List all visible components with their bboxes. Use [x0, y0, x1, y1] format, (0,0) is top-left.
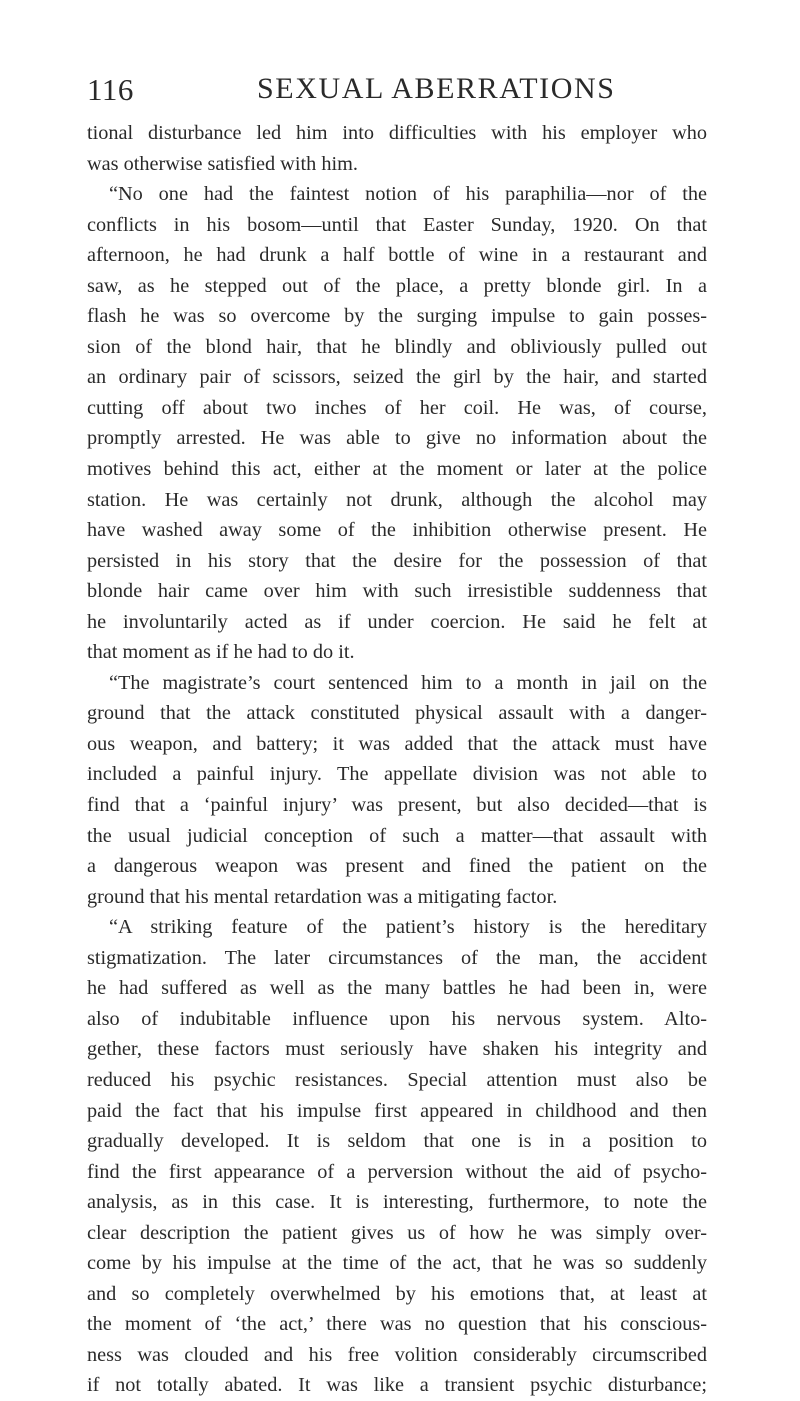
text-line: come by his impulse at the time of the act, that he was so suddenly	[87, 1252, 707, 1275]
page-header	[87, 72, 707, 112]
text-line: ground that his mental retardation was a mitigating factor.	[87, 885, 558, 908]
text-line: the usual judicial conception of such a matter—that assault with	[87, 824, 707, 847]
running-head: SEXUAL ABERRATIONS	[257, 72, 616, 105]
text-line: gradually developed. It is seldom that one is in a position to	[87, 1130, 707, 1153]
text-line: a dangerous weapon was present and fined the patient on the	[87, 855, 707, 878]
text-line: blonde hair came over him with such irresistible suddenness that	[87, 580, 707, 603]
text-line: promptly arrested. He was able to give no information about the	[87, 427, 707, 450]
text-line: have washed away some of the inhibition otherwise present. He	[87, 519, 707, 542]
text-line: he had suffered as well as the many battles he had been in, were	[87, 977, 707, 1000]
text-line: persisted in his story that the desire for the possession of that	[87, 549, 707, 572]
text-line: analysis, as in this case. It is interesting, furthermore, to note the	[87, 1191, 707, 1214]
text-line: find that a ‘painful injury’ was present, but also decided—that is	[87, 794, 707, 817]
text-line: tional disturbance led him into difficulties with his employer who	[87, 122, 707, 144]
text-line: saw, as he stepped out of the place, a pretty blonde girl. In a	[87, 274, 707, 297]
text-line: ground that the attack constituted physical assault with a danger-	[87, 702, 707, 725]
text-line: the moment of ‘the act,’ there was no question that his conscious-	[87, 1313, 707, 1336]
text-line: that moment as if he had to do it.	[87, 641, 355, 664]
text-line: flash he was so overcome by the surging impulse to gain posses-	[87, 305, 707, 328]
text-line: “No one had the faintest notion of his paraphilia—nor of the	[109, 183, 707, 206]
page-number: 116	[87, 72, 134, 107]
text-line: and so completely overwhelmed by his emotions that, at least at	[87, 1282, 707, 1305]
text-line: gether, these factors must seriously have shaken his integrity and	[87, 1038, 707, 1061]
text-line: he involuntarily acted as if under coercion. He said he felt at	[87, 610, 707, 633]
text-line: also of indubitable influence upon his nervous system. Alto-	[87, 1007, 707, 1030]
text-line: if not totally abated. It was like a transient psychic disturbance;	[87, 1374, 707, 1397]
text-line: “A striking feature of the patient’s history is the hereditary	[109, 916, 707, 939]
text-line: paid the fact that his impulse first appeared in childhood and then	[87, 1099, 707, 1122]
text-line: included a painful injury. The appellate division was not able to	[87, 763, 707, 786]
text-line: stigmatization. The later circumstances of the man, the accident	[87, 946, 707, 969]
text-line: ness was clouded and his free volition considerably circumscribed	[87, 1343, 707, 1366]
text-line: motives behind this act, either at the moment or later at the police	[87, 458, 707, 481]
text-line: conflicts in his bosom—until that Easter Sunday, 1920. On that	[87, 213, 707, 236]
text-line: was otherwise satisfied with him.	[87, 152, 358, 175]
text-line: find the first appearance of a perversion without the aid of psycho-	[87, 1160, 707, 1183]
text-line: cutting off about two inches of her coil. He was, of course,	[87, 396, 707, 419]
body-text	[87, 118, 707, 1401]
text-line: “The magistrate’s court sentenced him to a month in jail on the	[109, 671, 707, 694]
text-line: sion of the blond hair, that he blindly and obliviously pulled out	[87, 335, 707, 358]
text-line: station. He was certainly not drunk, although the alcohol may	[87, 488, 707, 511]
text-line: an ordinary pair of scissors, seized the girl by the hair, and started	[87, 366, 707, 389]
text-line: ous weapon, and battery; it was added that the attack must have	[87, 732, 707, 755]
text-line: afternoon, he had drunk a half bottle of wine in a restaurant and	[87, 244, 707, 267]
text-line: reduced his psychic resistances. Special attention must also be	[87, 1068, 707, 1091]
text-line: clear description the patient gives us of how he was simply over-	[87, 1221, 707, 1244]
